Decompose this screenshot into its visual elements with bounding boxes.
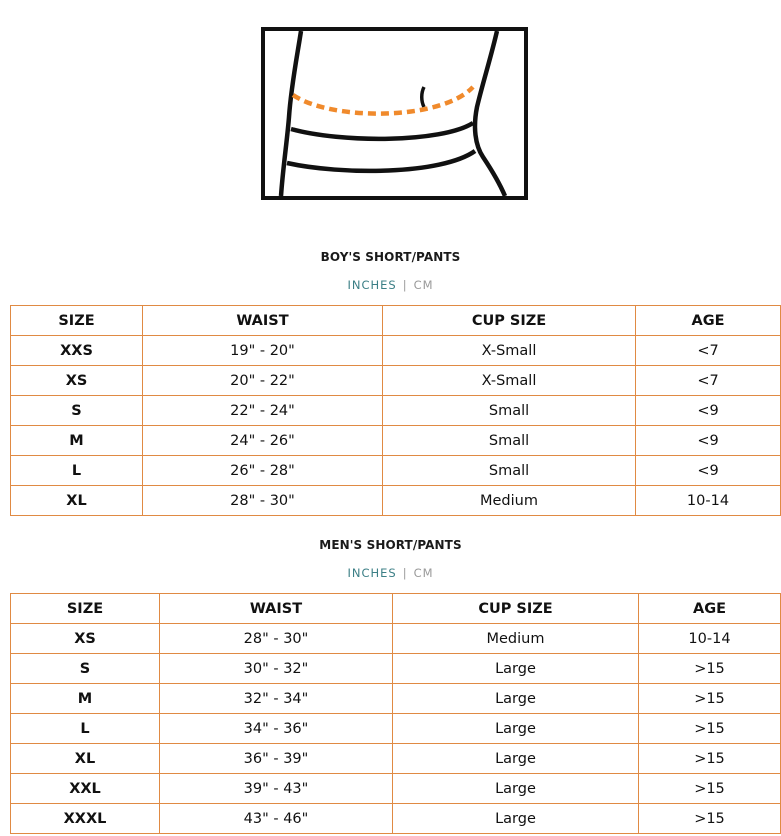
age-cell: >15 <box>639 774 781 804</box>
mens-header-row <box>11 594 781 624</box>
table-row <box>11 396 781 426</box>
mens-section-title: MEN'S SHORT/PANTS <box>319 538 462 552</box>
boys-header-cup-size: CUP SIZE <box>383 306 636 336</box>
age-cell: 10-14 <box>636 486 781 516</box>
cup-size-cell: X-Small <box>383 336 636 366</box>
mens-unit-cm[interactable]: CM <box>413 566 434 580</box>
boys-header-row <box>11 306 781 336</box>
age-cell: >15 <box>639 804 781 834</box>
waist-cell: 43" - 46" <box>160 804 393 834</box>
size-cell: XXXL <box>11 804 160 834</box>
waist-cell: 28" - 30" <box>160 624 393 654</box>
boys-unit-cm[interactable]: CM <box>413 278 434 292</box>
boys-header-age: AGE <box>636 306 781 336</box>
cup-size-cell: Small <box>383 426 636 456</box>
table-row <box>11 654 781 684</box>
mens-unit-inches[interactable]: INCHES <box>347 566 397 580</box>
age-cell: <7 <box>636 366 781 396</box>
table-row <box>11 804 781 834</box>
cup-size-cell: Large <box>393 714 639 744</box>
waist-cell: 22" - 24" <box>143 396 383 426</box>
cup-size-cell: Medium <box>393 624 639 654</box>
cup-size-cell: Small <box>383 456 636 486</box>
waist-cell: 28" - 30" <box>143 486 383 516</box>
boys-size-table <box>10 305 781 516</box>
age-cell: <7 <box>636 336 781 366</box>
size-cell: L <box>11 456 143 486</box>
mens-header-cup-size: CUP SIZE <box>393 594 639 624</box>
size-cell: M <box>11 684 160 714</box>
size-cell: L <box>11 714 160 744</box>
boys-header-size: SIZE <box>11 306 143 336</box>
table-row <box>11 624 781 654</box>
boys-header-waist: WAIST <box>143 306 383 336</box>
table-row <box>11 714 781 744</box>
table-row <box>11 366 781 396</box>
age-cell: 10-14 <box>639 624 781 654</box>
size-cell: M <box>11 426 143 456</box>
waist-cell: 34" - 36" <box>160 714 393 744</box>
waist-cell: 30" - 32" <box>160 654 393 684</box>
waist-cell: 39" - 43" <box>160 774 393 804</box>
cup-size-cell: Large <box>393 654 639 684</box>
mens-header-waist: WAIST <box>160 594 393 624</box>
waist-cell: 36" - 39" <box>160 744 393 774</box>
mens-size-table <box>10 593 781 834</box>
cup-size-cell: X-Small <box>383 366 636 396</box>
mens-header-age: AGE <box>639 594 781 624</box>
table-row <box>11 684 781 714</box>
waist-cell: 32" - 34" <box>160 684 393 714</box>
waist-cell: 19" - 20" <box>143 336 383 366</box>
table-row <box>11 774 781 804</box>
age-cell: >15 <box>639 684 781 714</box>
boys-unit-toggle <box>0 278 781 292</box>
size-cell: S <box>11 654 160 684</box>
waist-cell: 20" - 22" <box>143 366 383 396</box>
size-cell: XXL <box>11 774 160 804</box>
size-cell: S <box>11 396 143 426</box>
age-cell: >15 <box>639 744 781 774</box>
age-cell: >15 <box>639 654 781 684</box>
table-row <box>11 456 781 486</box>
table-row <box>11 744 781 774</box>
age-cell: <9 <box>636 456 781 486</box>
cup-size-cell: Large <box>393 774 639 804</box>
size-cell: XL <box>11 486 143 516</box>
torso-waist-icon <box>261 27 528 200</box>
table-row <box>11 336 781 366</box>
cup-size-cell: Medium <box>383 486 636 516</box>
size-cell: XL <box>11 744 160 774</box>
size-cell: XS <box>11 624 160 654</box>
waist-measurement-illustration <box>261 27 528 200</box>
mens-unit-toggle <box>0 566 781 580</box>
age-cell: <9 <box>636 396 781 426</box>
waist-cell: 26" - 28" <box>143 456 383 486</box>
cup-size-cell: Large <box>393 804 639 834</box>
mens-header-size: SIZE <box>11 594 160 624</box>
boys-unit-inches[interactable]: INCHES <box>347 278 397 292</box>
cup-size-cell: Large <box>393 684 639 714</box>
size-cell: XXS <box>11 336 143 366</box>
boys-section-title: BOY'S SHORT/PANTS <box>320 250 461 264</box>
size-cell: XS <box>11 366 143 396</box>
cup-size-cell: Large <box>393 744 639 774</box>
table-row <box>11 426 781 456</box>
cup-size-cell: Small <box>383 396 636 426</box>
mens-unit-separator: | <box>402 566 408 580</box>
age-cell: >15 <box>639 714 781 744</box>
table-row <box>11 486 781 516</box>
age-cell: <9 <box>636 426 781 456</box>
boys-unit-separator: | <box>402 278 408 292</box>
waist-cell: 24" - 26" <box>143 426 383 456</box>
